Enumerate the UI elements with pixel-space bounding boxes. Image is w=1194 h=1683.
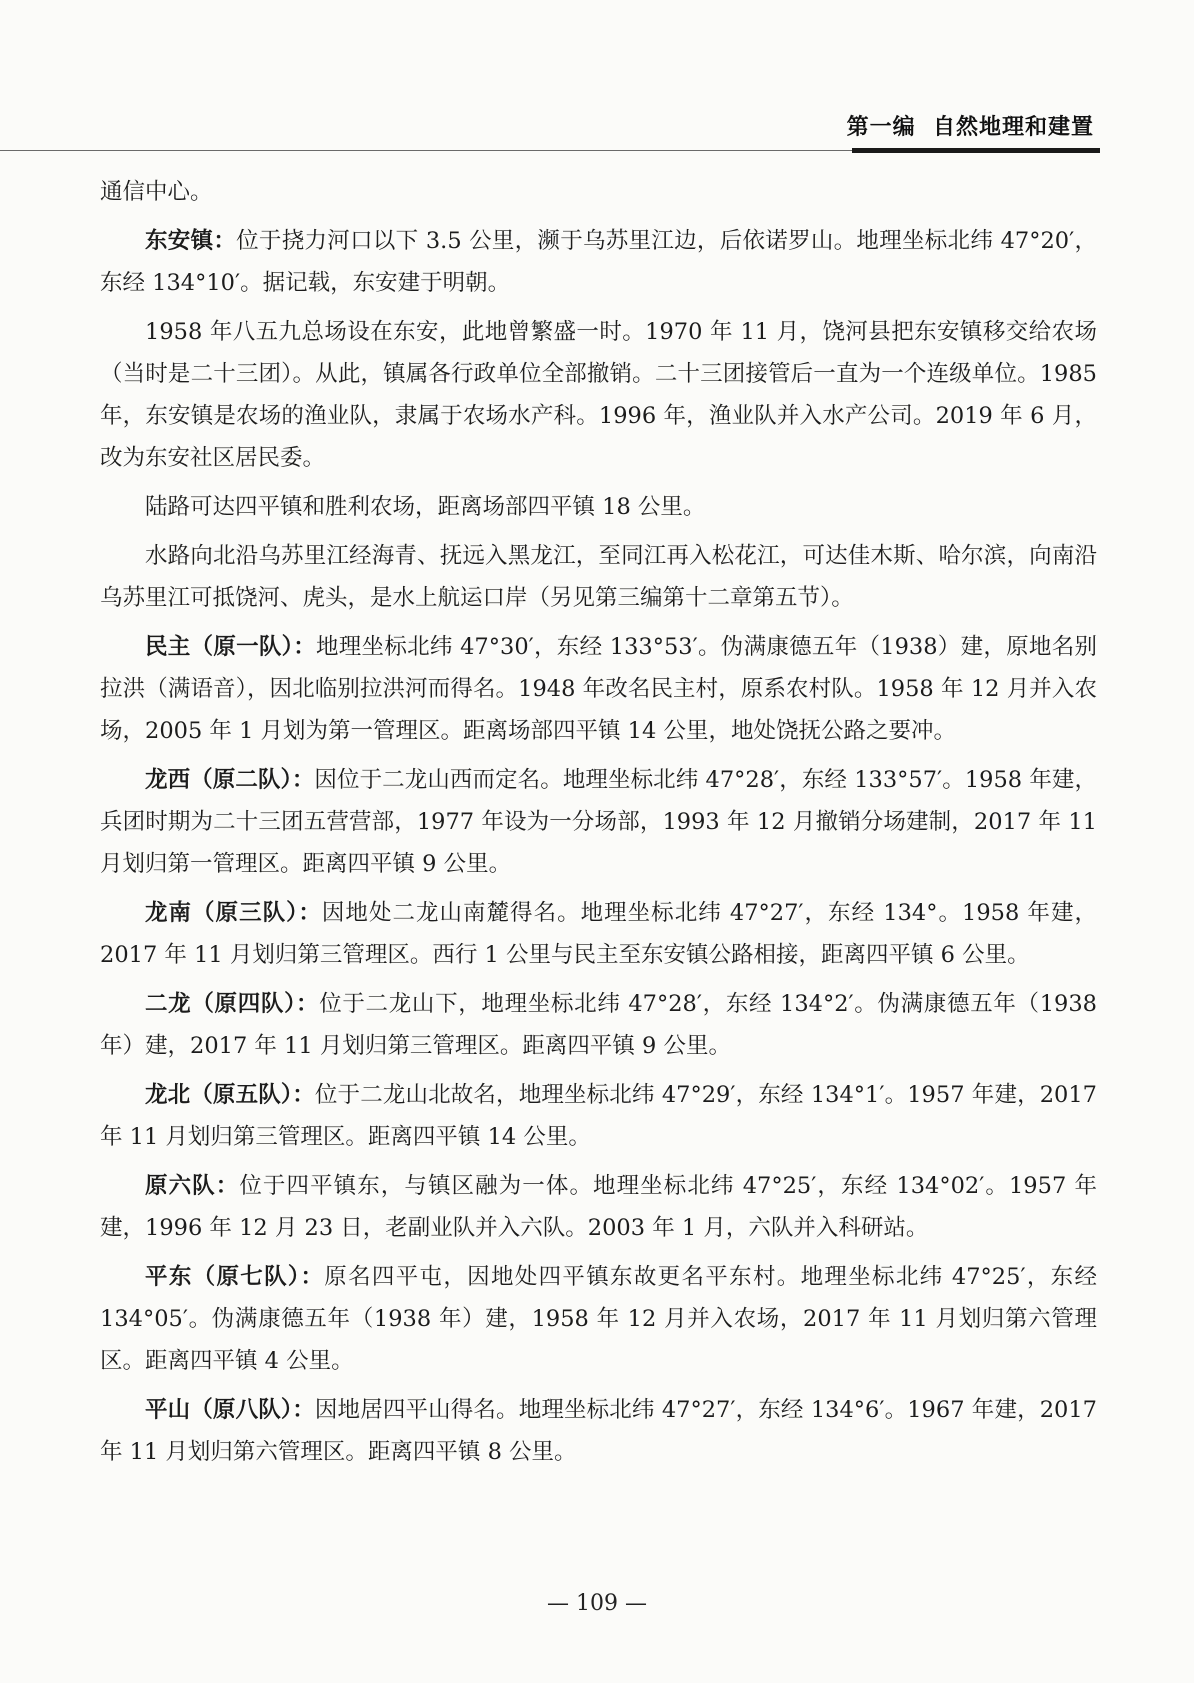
paragraph: 二龙（原四队）：位于二龙山下，地理坐标北纬 47°28′，东经 134°2′。伪满康德五年（1938 年）建，2017 年 11 月划归第三管理区。距离四平镇 9 公里。 — [100, 991, 1097, 1059]
paragraph: 平山（原八队）：因地居四平山得名。地理坐标北纬 47°27′，东经 134°6′。1967 年建，2017 年 11 月划归第六管理区。距离四平镇 8 公里。 — [100, 1397, 1097, 1465]
entry-heading: 龙西（原二队）： — [145, 767, 315, 793]
entry-heading: 原六队： — [145, 1173, 240, 1199]
entry-heading: 民主（原一队）： — [145, 634, 316, 660]
paragraph: 原六队：位于四平镇东，与镇区融为一体。地理坐标北纬 47°25′，东经 134°02′。1957 年建，1996 年 12 月 23 日，老副业队并入六队。2003 年 1 月，六队并入科研站。 — [100, 1173, 1097, 1241]
entry-heading: 平东（原七队）： — [145, 1264, 325, 1290]
paragraph: 平东（原七队）：原名四平屯，因地处四平镇东故更名平东村。地理坐标北纬 47°25′，东经 134°05′。伪满康德五年（1938 年）建，1958 年 12 月并入农场，2017 年 11 月划归第六管理区。距离四平镇 4 公里。 — [100, 1264, 1097, 1374]
entry-heading: 东安镇： — [145, 228, 237, 254]
running-header: 第一编 自然地理和建置 — [846, 115, 1094, 140]
paragraph: 龙西（原二队）：因位于二龙山西而定名。地理坐标北纬 47°28′，东经 133°57′。1958 年建，兵团时期为二十三团五营营部，1977 年设为一分场部，1993 年 12 月撤销分场建制，2017 年 11 月划归第一管理区。距离四平镇 9 公里。 — [100, 767, 1097, 877]
paragraph: 通信中心。 — [100, 179, 213, 205]
paragraph: 水路向北沿乌苏里江经海青、抚远入黑龙江，至同江再入松花江，可达佳木斯、哈尔滨，向南沿乌苏里江可抵饶河、虎头，是水上航运口岸（另见第三编第十二章第五节）。 — [100, 543, 1097, 611]
paragraph: 1958 年八五九总场设在东安，此地曾繁盛一时。1970 年 11 月，饶河县把东安镇移交给农场（当时是二十三团）。从此，镇属各行政单位全部撤销。二十三团接管后一直为一个连级单位。1985 年，东安镇是农场的渔业队，隶属于农场水产科。1996 年，渔业队并入水产公司。2019 年 6 月，改为东安社区居民委。 — [100, 319, 1097, 471]
entry-heading: 平山（原八队）： — [145, 1397, 315, 1423]
paragraph: 龙北（原五队）：位于二龙山北故名，地理坐标北纬 47°29′，东经 134°1′。1957 年建，2017 年 11 月划归第三管理区。距离四平镇 14 公里。 — [100, 1082, 1097, 1150]
header-rule — [0, 150, 852, 151]
paragraph: 陆路可达四平镇和胜利农场，距离场部四平镇 18 公里。 — [145, 494, 706, 520]
entry-heading: 龙北（原五队）： — [145, 1082, 315, 1108]
entry-heading: 二龙（原四队）： — [145, 991, 320, 1017]
paragraph: 龙南（原三队）：因地处二龙山南麓得名。地理坐标北纬 47°27′，东经 134°。1958 年建，2017 年 11 月划归第三管理区。西行 1 公里与民主至东安镇公路相接，距离四平镇 6 公里。 — [100, 900, 1097, 968]
paragraph: 民主（原一队）：地理坐标北纬 47°30′，东经 133°53′。伪满康德五年（1938）建，原地名别拉洪（满语音），因北临别拉洪河而得名。1948 年改名民主村，原系农村队。1958 年 12 月并入农场，2005 年 1 月划为第一管理区。距离场部四平镇 14 公里，地处饶抚公路之要冲。 — [100, 634, 1097, 744]
header-rule-accent — [852, 148, 1100, 153]
page-number: — 109 — — [547, 1591, 647, 1616]
paragraph: 东安镇：位于挠力河口以下 3.5 公里，濒于乌苏里江边，后依诺罗山。地理坐标北纬 47°20′，东经 134°10′。据记载，东安建于明朝。 — [100, 228, 1097, 296]
entry-heading: 龙南（原三队）： — [145, 900, 322, 926]
body-text — [100, 171, 1097, 1480]
